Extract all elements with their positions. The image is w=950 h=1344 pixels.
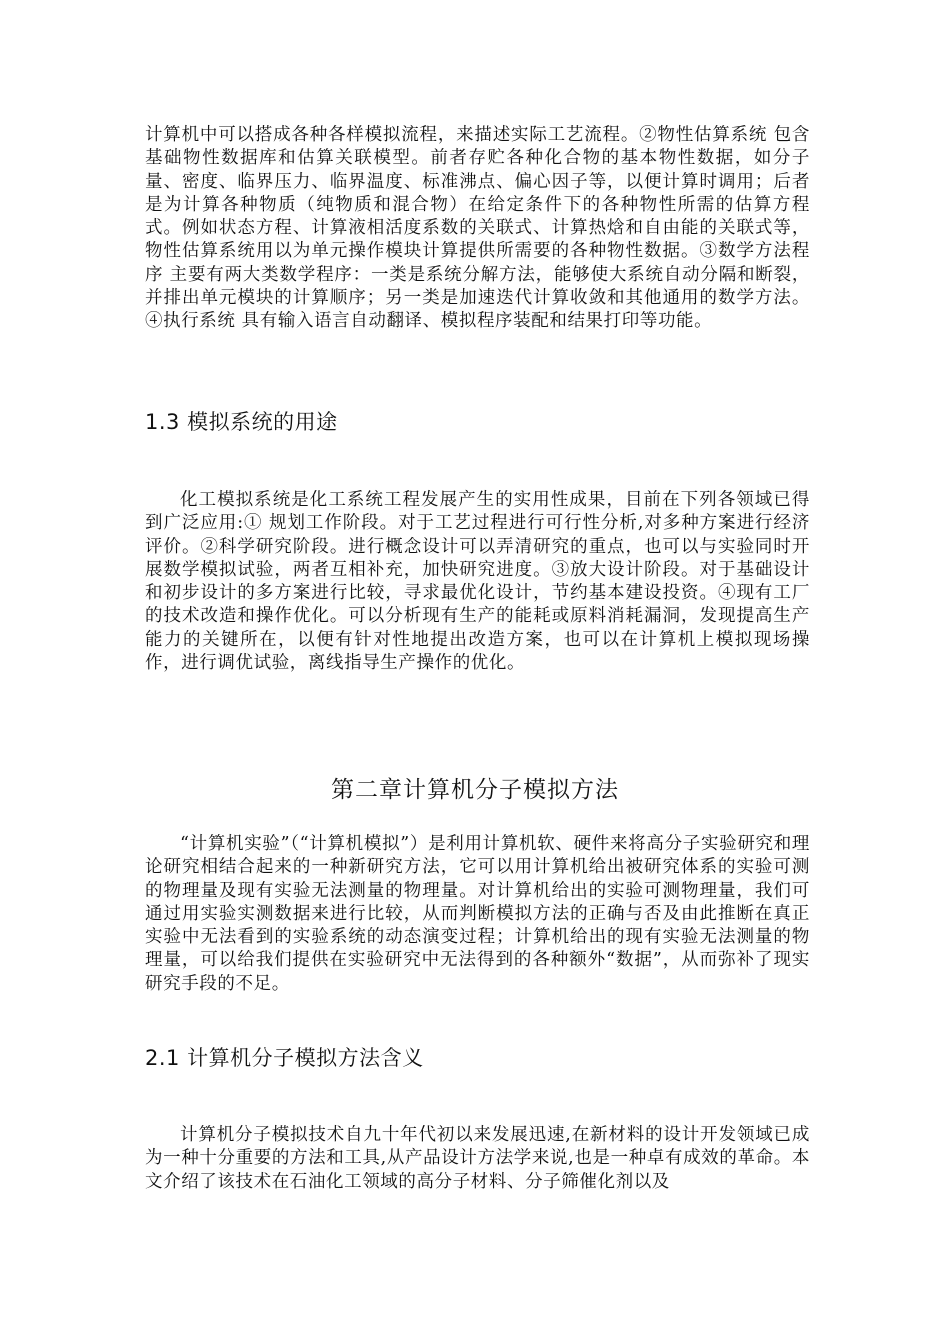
paragraph-process-simulation-components: 计算机中可以搭成各种各样模拟流程，来描述实际工艺流程。②物性估算系统 包含基础物性数据库和估算关联模型。前者存贮各种化合物的基本物性数据，如分子量、密度、临界压力、临界温度、标准沸点、偏心因子等，以便计算时调用；后者是为计算各种物质（纯物质和混合物）在给定条件下的各种物性所需的估算方程式。例如状态方程、计算液相活度系数的关联式、计算热焓和自由能的关联式等，物性估算系统用以为单元操作模块计算提供所需要的各种物性数据。③数学方法程序 主要有两大类数学程序：一类是系统分解方法，能够使大系统自动分隔和断裂，并排出单元模块的计算顺序；另一类是加速迭代计算收敛和其他通用的数学方法。④执行系统 具有输入语言自动翻译、模拟程序装配和结果打印等功能。	[145, 125, 810, 332]
paragraph-simulation-applications: 化工模拟系统是化工系统工程发展产生的实用性成果，目前在下列各领域已得到广泛应用:① 规划工作阶段。对于工艺过程进行可行性分析,对多种方案进行经济评价。②科学研究阶段。进行概念设计可以弄清研究的重点，也可以与实验同时开展数学模拟试验，两者互相补充，加快研究进度。③放大设计阶段。对于基础设计和初步设计的多方案进行比较，寻求最优化设计，节约基本建设投资。④现有工厂的技术改造和操作优化。可以分析现有生产的能耗或原料消耗漏洞，发现提高生产能力的关键所在，以便有针对性地提出改造方案，也可以在计算机上模拟现场操作，进行调优试验，离线指导生产操作的优化。	[145, 490, 810, 674]
section-heading-2-1: 2.1 计算机分子模拟方法含义	[145, 1046, 424, 1070]
paragraph-computer-experiment: “计算机实验”（“计算机模拟”）是利用计算机软、硬件来将高分子实验研究和理论研究相结合起来的一种新研究方法，它可以用计算机给出被研究体系的实验可测的物理量及现有实验无法测量的物理量。对计算机给出的实验可测物理量，我们可通过用实验实测数据来进行比较，从而判断模拟方法的正确与否及由此推断在真正实验中无法看到的实验系统的动态演变过程；计算机给出的现有实验无法测量的物理量，可以给我们提供在实验研究中无法得到的各种额外“数据”，从而弥补了现实研究手段的不足。	[145, 834, 810, 994]
chapter-heading-2: 第二章计算机分子模拟方法	[331, 777, 619, 803]
section-heading-1-3: 1.3 模拟系统的用途	[145, 410, 338, 434]
paragraph-molecular-simulation-meaning: 计算机分子模拟技术自九十年代初以来发展迅速,在新材料的设计开发领域已成为一种十分重要的方法和工具,从产品设计方法学来说,也是一种卓有成效的革命。本文介绍了该技术在石油化工领域的高分子材料、分子筛催化剂以及	[145, 1125, 810, 1192]
